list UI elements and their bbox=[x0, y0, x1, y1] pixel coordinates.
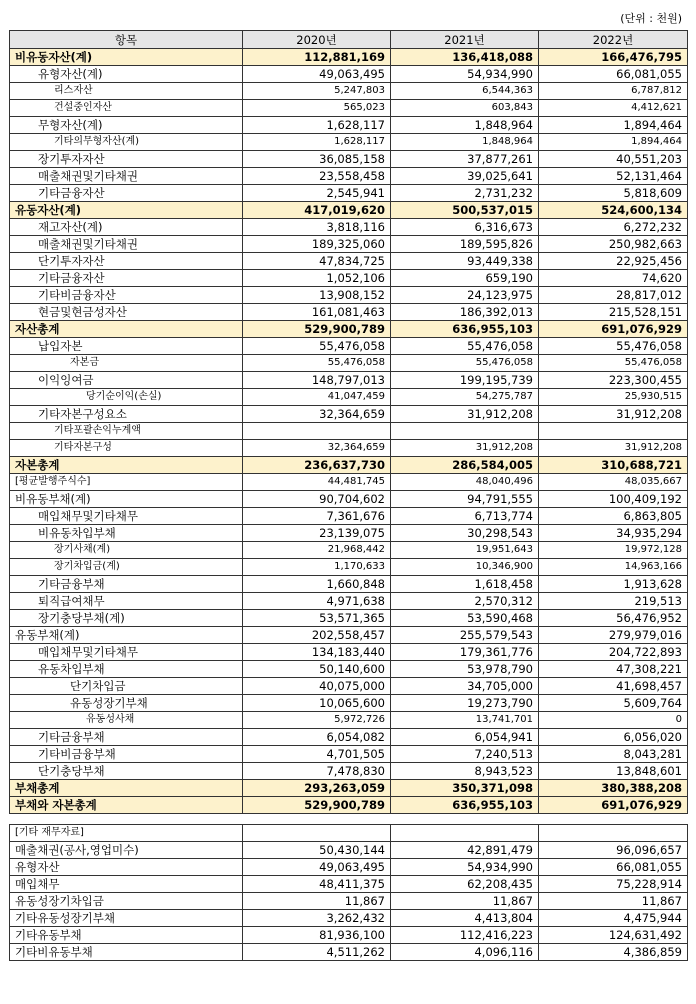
value-2022: 6,056,020 bbox=[539, 729, 688, 746]
value-2021: 4,096,116 bbox=[391, 944, 539, 961]
value-2022: 219,513 bbox=[539, 593, 688, 610]
row-label: 장기사채(계) bbox=[10, 542, 243, 559]
row-label: 이익잉여금 bbox=[10, 372, 243, 389]
value-2022: 75,228,914 bbox=[539, 876, 688, 893]
value-2020: 55,476,058 bbox=[243, 338, 391, 355]
value-2020: 49,063,495 bbox=[243, 859, 391, 876]
table-row bbox=[10, 440, 688, 457]
table-row bbox=[10, 525, 688, 542]
value-2020: 148,797,013 bbox=[243, 372, 391, 389]
table-row bbox=[10, 304, 688, 321]
row-label: 당기순이익(손실) bbox=[10, 389, 243, 406]
unit-label: (단위 : 천원) bbox=[620, 12, 682, 25]
table-row bbox=[10, 355, 688, 372]
value-2021: 179,361,776 bbox=[391, 644, 539, 661]
value-2022: 1,913,628 bbox=[539, 576, 688, 593]
value-2020: 32,364,659 bbox=[243, 440, 391, 457]
row-label: 장기차입금(계) bbox=[10, 559, 243, 576]
value-2021: 31,912,208 bbox=[391, 406, 539, 423]
table-row bbox=[10, 66, 688, 83]
row-label: 단기충당부채 bbox=[10, 763, 243, 780]
value-2020: 7,478,830 bbox=[243, 763, 391, 780]
value-2022: 48,035,667 bbox=[539, 474, 688, 491]
table-row bbox=[10, 321, 688, 338]
table-row bbox=[10, 83, 688, 100]
row-label: 매출채권및기타채권 bbox=[10, 168, 243, 185]
value-2020: 417,019,620 bbox=[243, 202, 391, 219]
row-label: 퇴직급여채무 bbox=[10, 593, 243, 610]
value-2020: 50,140,600 bbox=[243, 661, 391, 678]
table-row bbox=[10, 797, 688, 814]
other-row bbox=[10, 859, 688, 876]
value-2021: 136,418,088 bbox=[391, 49, 539, 66]
row-label: 부채와 자본총계 bbox=[10, 797, 243, 814]
value-2020: 53,571,365 bbox=[243, 610, 391, 627]
value-2022: 6,272,232 bbox=[539, 219, 688, 236]
value-2022: 1,894,464 bbox=[539, 134, 688, 151]
value-2021: 54,934,990 bbox=[391, 66, 539, 83]
row-label: 매출채권(공사,영업미수) bbox=[10, 842, 243, 859]
value-2020 bbox=[243, 423, 391, 440]
value-2020: 47,834,725 bbox=[243, 253, 391, 270]
value-2021: 186,392,013 bbox=[391, 304, 539, 321]
row-label: 기타의무형자산(계) bbox=[10, 134, 243, 151]
value-2021: 34,705,000 bbox=[391, 678, 539, 695]
row-label: [평균발행주식수] bbox=[10, 474, 243, 491]
row-label: 유동성사채 bbox=[10, 712, 243, 729]
table-row bbox=[10, 576, 688, 593]
value-2020: 3,818,116 bbox=[243, 219, 391, 236]
value-2021: 19,951,643 bbox=[391, 542, 539, 559]
value-2021: 42,891,479 bbox=[391, 842, 539, 859]
table-row bbox=[10, 134, 688, 151]
row-label: 매입채무 bbox=[10, 876, 243, 893]
value-2021: 53,978,790 bbox=[391, 661, 539, 678]
table-row bbox=[10, 457, 688, 474]
value-2022: 34,935,294 bbox=[539, 525, 688, 542]
value-2022: 56,476,952 bbox=[539, 610, 688, 627]
value-2021: 37,877,261 bbox=[391, 151, 539, 168]
value-2022: 66,081,055 bbox=[539, 859, 688, 876]
header-row bbox=[10, 31, 688, 49]
value-2022: 250,982,663 bbox=[539, 236, 688, 253]
main-rows bbox=[10, 49, 688, 814]
value-2021: 255,579,543 bbox=[391, 627, 539, 644]
value-2021: 6,713,774 bbox=[391, 508, 539, 525]
row-label: 기타자본구성 bbox=[10, 440, 243, 457]
row-label: 기타유동성장기부채 bbox=[10, 910, 243, 927]
table-row bbox=[10, 610, 688, 627]
value-2020: 48,411,375 bbox=[243, 876, 391, 893]
value-2022: 31,912,208 bbox=[539, 440, 688, 457]
table-row bbox=[10, 372, 688, 389]
value-2021: 500,537,015 bbox=[391, 202, 539, 219]
row-label: 유동성장기차입금 bbox=[10, 893, 243, 910]
value-2020: 44,481,745 bbox=[243, 474, 391, 491]
row-label: 기타금융자산 bbox=[10, 185, 243, 202]
value-2021: 13,741,701 bbox=[391, 712, 539, 729]
row-label: 기타비금융부채 bbox=[10, 746, 243, 763]
value-2021: 48,040,496 bbox=[391, 474, 539, 491]
value-2022: 31,912,208 bbox=[539, 406, 688, 423]
row-label: 기타비금융자산 bbox=[10, 287, 243, 304]
table-row bbox=[10, 338, 688, 355]
value-2022: 41,698,457 bbox=[539, 678, 688, 695]
value-2020: 529,900,789 bbox=[243, 797, 391, 814]
value-2022: 691,076,929 bbox=[539, 797, 688, 814]
value-2022: 6,787,812 bbox=[539, 83, 688, 100]
value-2022: 4,475,944 bbox=[539, 910, 688, 927]
value-2022: 11,867 bbox=[539, 893, 688, 910]
value-2022: 310,688,721 bbox=[539, 457, 688, 474]
row-label: 현금및현금성자산 bbox=[10, 304, 243, 321]
row-label: 유형자산 bbox=[10, 859, 243, 876]
value-2021: 54,275,787 bbox=[391, 389, 539, 406]
other-row bbox=[10, 842, 688, 859]
value-2022: 40,551,203 bbox=[539, 151, 688, 168]
row-label: 장기투자자산 bbox=[10, 151, 243, 168]
header-2020: 2020년 bbox=[243, 31, 391, 49]
value-2021: 1,848,964 bbox=[391, 117, 539, 134]
row-label: 기타유동부채 bbox=[10, 927, 243, 944]
table-row bbox=[10, 729, 688, 746]
row-label: 유형자산(계) bbox=[10, 66, 243, 83]
value-2020: 3,262,432 bbox=[243, 910, 391, 927]
table-row bbox=[10, 151, 688, 168]
row-label: 유동부채(계) bbox=[10, 627, 243, 644]
value-2020: 81,936,100 bbox=[243, 927, 391, 944]
table-row bbox=[10, 287, 688, 304]
value-2020: 1,052,106 bbox=[243, 270, 391, 287]
other-section-header bbox=[10, 825, 688, 842]
row-label: 자본총계 bbox=[10, 457, 243, 474]
value-2022: 691,076,929 bbox=[539, 321, 688, 338]
value-2022: 5,818,609 bbox=[539, 185, 688, 202]
row-label: 매입채무및기타채무 bbox=[10, 508, 243, 525]
value-2020: 5,972,726 bbox=[243, 712, 391, 729]
value-2020: 36,085,158 bbox=[243, 151, 391, 168]
value-2022: 4,412,621 bbox=[539, 100, 688, 117]
value-2021: 189,595,826 bbox=[391, 236, 539, 253]
value-2021: 8,943,523 bbox=[391, 763, 539, 780]
value-2021: 30,298,543 bbox=[391, 525, 539, 542]
value-2021: 54,934,990 bbox=[391, 859, 539, 876]
value-2020: 4,701,505 bbox=[243, 746, 391, 763]
value-2020: 1,170,633 bbox=[243, 559, 391, 576]
value-2021: 4,413,804 bbox=[391, 910, 539, 927]
financial-table bbox=[9, 30, 688, 961]
section-gap bbox=[10, 814, 688, 825]
table-row bbox=[10, 678, 688, 695]
value-2020: 565,023 bbox=[243, 100, 391, 117]
value-2021: 6,054,941 bbox=[391, 729, 539, 746]
value-2022: 215,528,151 bbox=[539, 304, 688, 321]
value-2020: 2,545,941 bbox=[243, 185, 391, 202]
value-2020: 32,364,659 bbox=[243, 406, 391, 423]
table-row bbox=[10, 661, 688, 678]
header-2022: 2022년 bbox=[539, 31, 688, 49]
row-label: 비유동차입부채 bbox=[10, 525, 243, 542]
table-row bbox=[10, 49, 688, 66]
other-row bbox=[10, 876, 688, 893]
value-2022: 96,096,657 bbox=[539, 842, 688, 859]
value-2021: 62,208,435 bbox=[391, 876, 539, 893]
value-2020: 23,558,458 bbox=[243, 168, 391, 185]
value-2022: 100,409,192 bbox=[539, 491, 688, 508]
value-2020: 5,247,803 bbox=[243, 83, 391, 100]
table-row bbox=[10, 185, 688, 202]
value-2020: 529,900,789 bbox=[243, 321, 391, 338]
value-2022: 28,817,012 bbox=[539, 287, 688, 304]
value-2021: 2,570,312 bbox=[391, 593, 539, 610]
value-2020: 293,263,059 bbox=[243, 780, 391, 797]
row-label: 기타금융부채 bbox=[10, 729, 243, 746]
value-2021: 11,867 bbox=[391, 893, 539, 910]
value-2020: 7,361,676 bbox=[243, 508, 391, 525]
value-2021: 659,190 bbox=[391, 270, 539, 287]
header-item: 항목 bbox=[10, 31, 243, 49]
table-row bbox=[10, 593, 688, 610]
value-2022: 166,476,795 bbox=[539, 49, 688, 66]
other-row bbox=[10, 927, 688, 944]
value-2021: 31,912,208 bbox=[391, 440, 539, 457]
row-label: 단기투자자산 bbox=[10, 253, 243, 270]
value-2020: 1,660,848 bbox=[243, 576, 391, 593]
value-2022: 47,308,221 bbox=[539, 661, 688, 678]
value-2022: 524,600,134 bbox=[539, 202, 688, 219]
value-2022: 13,848,601 bbox=[539, 763, 688, 780]
row-label: 기타비유동부채 bbox=[10, 944, 243, 961]
value-2022: 52,131,464 bbox=[539, 168, 688, 185]
value-2021: 10,346,900 bbox=[391, 559, 539, 576]
table-row bbox=[10, 270, 688, 287]
value-2021: 1,848,964 bbox=[391, 134, 539, 151]
row-label: 기타포괄손익누계액 bbox=[10, 423, 243, 440]
value-2020: 90,704,602 bbox=[243, 491, 391, 508]
value-2020: 112,881,169 bbox=[243, 49, 391, 66]
row-label: 납입자본 bbox=[10, 338, 243, 355]
table-row bbox=[10, 644, 688, 661]
row-label: 매출채권및기타채권 bbox=[10, 236, 243, 253]
value-2020: 23,139,075 bbox=[243, 525, 391, 542]
value-2021: 1,618,458 bbox=[391, 576, 539, 593]
value-2022: 223,300,455 bbox=[539, 372, 688, 389]
value-2021: 39,025,641 bbox=[391, 168, 539, 185]
table-row bbox=[10, 202, 688, 219]
row-label: 리스자산 bbox=[10, 83, 243, 100]
value-2021 bbox=[391, 423, 539, 440]
value-2021: 55,476,058 bbox=[391, 355, 539, 372]
table-row bbox=[10, 474, 688, 491]
value-2022: 204,722,893 bbox=[539, 644, 688, 661]
value-2020: 202,558,457 bbox=[243, 627, 391, 644]
value-2022: 279,979,016 bbox=[539, 627, 688, 644]
value-2022: 14,963,166 bbox=[539, 559, 688, 576]
value-2021: 112,416,223 bbox=[391, 927, 539, 944]
table-row bbox=[10, 627, 688, 644]
value-2022: 55,476,058 bbox=[539, 338, 688, 355]
table-row bbox=[10, 219, 688, 236]
value-2022: 22,925,456 bbox=[539, 253, 688, 270]
table-row bbox=[10, 236, 688, 253]
value-2020: 1,628,117 bbox=[243, 134, 391, 151]
row-label: 기타자본구성요소 bbox=[10, 406, 243, 423]
other-rows bbox=[10, 825, 688, 961]
table-row bbox=[10, 389, 688, 406]
value-2021: 7,240,513 bbox=[391, 746, 539, 763]
value-2021: 6,316,673 bbox=[391, 219, 539, 236]
row-label: 부채총계 bbox=[10, 780, 243, 797]
value-2022: 5,609,764 bbox=[539, 695, 688, 712]
value-2020: 1,628,117 bbox=[243, 117, 391, 134]
value-2022: 25,930,515 bbox=[539, 389, 688, 406]
row-label: 유동성장기부채 bbox=[10, 695, 243, 712]
value-2020: 236,637,730 bbox=[243, 457, 391, 474]
row-label: 기타금융부채 bbox=[10, 576, 243, 593]
value-2020: 49,063,495 bbox=[243, 66, 391, 83]
value-2022: 74,620 bbox=[539, 270, 688, 287]
value-2022: 4,386,859 bbox=[539, 944, 688, 961]
value-2022: 1,894,464 bbox=[539, 117, 688, 134]
table-row bbox=[10, 168, 688, 185]
value-2022: 124,631,492 bbox=[539, 927, 688, 944]
value-2022: 55,476,058 bbox=[539, 355, 688, 372]
value-2020: 189,325,060 bbox=[243, 236, 391, 253]
table-row bbox=[10, 508, 688, 525]
value-2021: 636,955,103 bbox=[391, 321, 539, 338]
table-row bbox=[10, 100, 688, 117]
value-2020: 11,867 bbox=[243, 893, 391, 910]
value-2022: 0 bbox=[539, 712, 688, 729]
value-2022: 6,863,805 bbox=[539, 508, 688, 525]
value-2020: 40,075,000 bbox=[243, 678, 391, 695]
row-label: 매입채무및기타채무 bbox=[10, 644, 243, 661]
value-2021: 19,273,790 bbox=[391, 695, 539, 712]
value-2021: 2,731,232 bbox=[391, 185, 539, 202]
value-2020: 41,047,459 bbox=[243, 389, 391, 406]
value-2022: 380,388,208 bbox=[539, 780, 688, 797]
other-row bbox=[10, 944, 688, 961]
table-row bbox=[10, 559, 688, 576]
table-row bbox=[10, 117, 688, 134]
value-2020: 6,054,082 bbox=[243, 729, 391, 746]
row-label: 기타금융자산 bbox=[10, 270, 243, 287]
value-2020: 4,971,638 bbox=[243, 593, 391, 610]
value-2022: 66,081,055 bbox=[539, 66, 688, 83]
row-label: 장기충당부채(계) bbox=[10, 610, 243, 627]
other-section-title: [기타 재무자료] bbox=[10, 825, 243, 842]
row-label: 자본금 bbox=[10, 355, 243, 372]
value-2020: 55,476,058 bbox=[243, 355, 391, 372]
value-2022 bbox=[539, 423, 688, 440]
table-row bbox=[10, 491, 688, 508]
table-row bbox=[10, 423, 688, 440]
table-row bbox=[10, 746, 688, 763]
table-row bbox=[10, 542, 688, 559]
value-2020: 161,081,463 bbox=[243, 304, 391, 321]
row-label: 건설중인자산 bbox=[10, 100, 243, 117]
value-2020: 4,511,262 bbox=[243, 944, 391, 961]
table-row bbox=[10, 763, 688, 780]
value-2021: 350,371,098 bbox=[391, 780, 539, 797]
value-2021: 603,843 bbox=[391, 100, 539, 117]
value-2021: 6,544,363 bbox=[391, 83, 539, 100]
value-2020: 134,183,440 bbox=[243, 644, 391, 661]
value-2021: 53,590,468 bbox=[391, 610, 539, 627]
value-2020: 50,430,144 bbox=[243, 842, 391, 859]
other-row bbox=[10, 893, 688, 910]
table-row bbox=[10, 695, 688, 712]
row-label: 유동차입부채 bbox=[10, 661, 243, 678]
row-label: 재고자산(계) bbox=[10, 219, 243, 236]
value-2021: 94,791,555 bbox=[391, 491, 539, 508]
table-row bbox=[10, 406, 688, 423]
value-2021: 286,584,005 bbox=[391, 457, 539, 474]
table-row bbox=[10, 712, 688, 729]
other-row bbox=[10, 910, 688, 927]
header-2021: 2021년 bbox=[391, 31, 539, 49]
value-2022: 19,972,128 bbox=[539, 542, 688, 559]
row-label: 자산총계 bbox=[10, 321, 243, 338]
row-label: 단기차입금 bbox=[10, 678, 243, 695]
value-2021: 55,476,058 bbox=[391, 338, 539, 355]
row-label: 무형자산(계) bbox=[10, 117, 243, 134]
value-2021: 93,449,338 bbox=[391, 253, 539, 270]
table-row bbox=[10, 253, 688, 270]
value-2020: 13,908,152 bbox=[243, 287, 391, 304]
row-label: 비유동부채(계) bbox=[10, 491, 243, 508]
value-2021: 636,955,103 bbox=[391, 797, 539, 814]
value-2021: 199,195,739 bbox=[391, 372, 539, 389]
value-2022: 8,043,281 bbox=[539, 746, 688, 763]
row-label: 비유동자산(계) bbox=[10, 49, 243, 66]
value-2020: 10,065,600 bbox=[243, 695, 391, 712]
value-2021: 24,123,975 bbox=[391, 287, 539, 304]
table-row bbox=[10, 780, 688, 797]
row-label: 유동자산(계) bbox=[10, 202, 243, 219]
value-2020: 21,968,442 bbox=[243, 542, 391, 559]
